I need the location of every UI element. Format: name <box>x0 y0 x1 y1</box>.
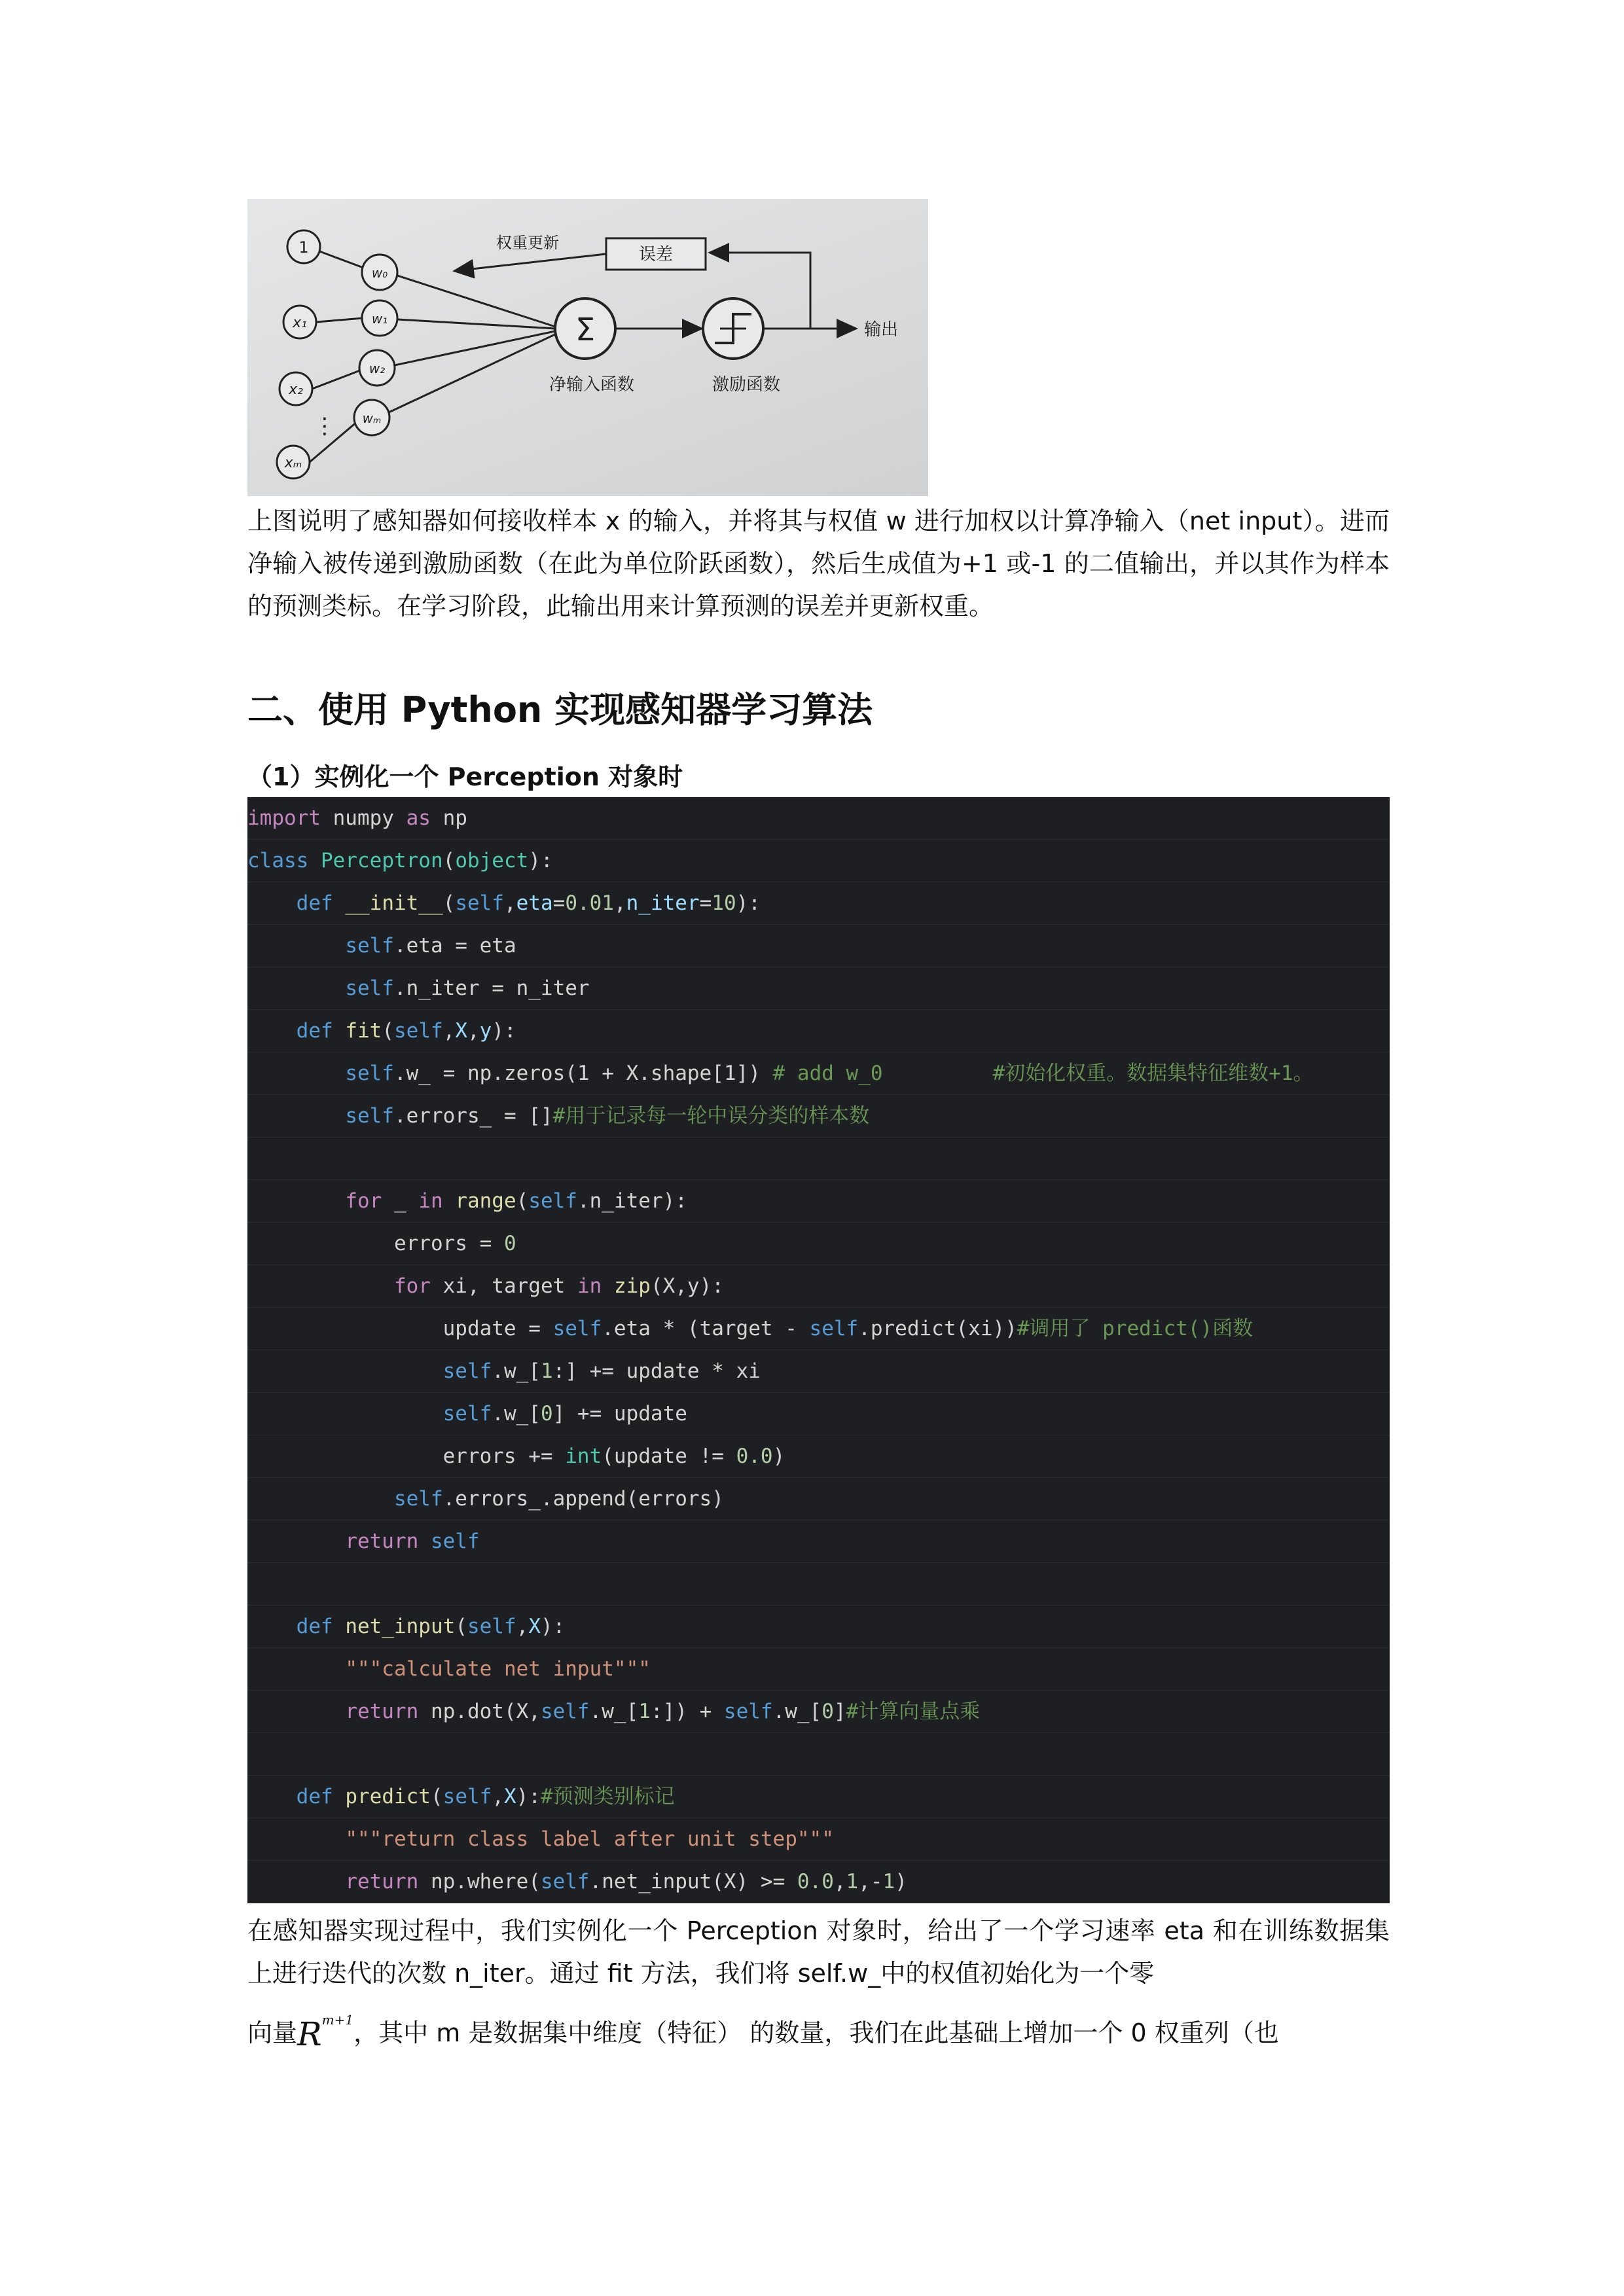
code-token: __init__ <box>345 891 443 915</box>
code-line <box>247 1605 1390 1648</box>
code-token: , <box>467 1019 480 1043</box>
code-line <box>247 1010 1390 1052</box>
code-token: """calculate net input""" <box>345 1657 651 1681</box>
error-label: 误差 <box>638 245 674 264</box>
code-token: 0.0 <box>736 1444 773 1468</box>
code-token: self <box>442 1785 492 1808</box>
code-line <box>247 1052 1390 1095</box>
input-ellipsis: ⋮ <box>314 413 336 439</box>
code-token: for <box>393 1274 431 1298</box>
code-line <box>247 1861 1390 1903</box>
code-token: #调用了 predict()函数 <box>1017 1317 1254 1340</box>
code-token <box>247 1189 345 1213</box>
code-token: errors += <box>247 1444 566 1468</box>
code-token: 1 <box>540 1359 553 1383</box>
code-token: #用于记录每一轮中误分类的样本数 <box>552 1104 870 1128</box>
code-token: .w_[ <box>492 1359 541 1383</box>
code-line <box>247 967 1390 1010</box>
code-token: ) <box>772 1444 785 1468</box>
code-token: Perceptron <box>321 849 443 872</box>
code-token: self <box>345 1062 394 1085</box>
code-token: (X,y): <box>650 1274 724 1298</box>
code-token <box>333 1615 346 1638</box>
code-line <box>247 1435 1390 1478</box>
code-token <box>247 1827 345 1851</box>
code-token: # add w_0 #初始化权重。数据集特征维数+1。 <box>772 1062 1314 1085</box>
code-token <box>247 1615 297 1638</box>
code-token: range <box>455 1189 516 1213</box>
error-box <box>606 238 706 270</box>
code-token: :]) + <box>650 1700 724 1723</box>
code-token: 1 <box>638 1700 651 1723</box>
net-input-sum-node <box>555 298 615 359</box>
code-token: #计算向量点乘 <box>846 1700 981 1723</box>
code-token: .w_[ <box>492 1402 541 1426</box>
code-token <box>247 1104 345 1128</box>
code-token: .n_iter): <box>577 1189 687 1213</box>
code-token: X <box>528 1615 541 1638</box>
code-token: = <box>699 891 712 915</box>
code-line <box>247 1308 1390 1350</box>
sum-symbol: Σ <box>575 312 596 348</box>
code-token: self <box>442 1402 492 1426</box>
code-line <box>247 882 1390 925</box>
code-token <box>247 977 345 1000</box>
input-node-x2 <box>280 372 312 405</box>
code-token: .w_[ <box>589 1700 639 1723</box>
code-token: _ <box>382 1189 419 1213</box>
code-token: self <box>467 1615 516 1638</box>
code-token: update = <box>247 1317 553 1340</box>
code-token: self <box>394 1019 443 1043</box>
code-token: ( <box>442 849 456 872</box>
code-token: ] <box>833 1700 846 1723</box>
code-token: numpy <box>320 806 406 830</box>
code-token: .errors_ = [] <box>393 1104 553 1128</box>
code-token: ): <box>528 849 553 872</box>
code-token: .eta * (target - <box>602 1317 810 1340</box>
code-token: .net_input(X) >= <box>589 1870 797 1893</box>
code-token: ,- <box>858 1870 883 1893</box>
code-line <box>247 1733 1390 1776</box>
code-token <box>247 1359 443 1383</box>
code-token: y <box>479 1019 492 1043</box>
code-line <box>247 1818 1390 1861</box>
code-token: .w_[ <box>772 1700 822 1723</box>
code-token: """return class label after unit step""" <box>345 1827 834 1851</box>
code-token <box>333 1019 346 1043</box>
code-token: ( <box>442 891 456 915</box>
weight-sum-edges <box>389 276 556 412</box>
weight-wm-label: wₘ <box>362 410 382 426</box>
weight-node-w1 <box>362 300 397 336</box>
code-token: ) <box>895 1870 907 1893</box>
code-line <box>247 1180 1390 1223</box>
weight-update-arrow <box>454 254 606 271</box>
code-token: ): <box>492 1019 516 1043</box>
code-token: ): <box>736 891 761 915</box>
code-token <box>602 1274 614 1298</box>
code-token: :] += update * xi <box>552 1359 761 1383</box>
code-token: self <box>540 1870 590 1893</box>
code-token: n_iter <box>626 891 700 915</box>
code-token: return <box>345 1700 419 1723</box>
code-line <box>247 1223 1390 1265</box>
section-heading: 二、使用 Python 实现感知器学习算法 <box>247 689 873 730</box>
code-token: ( <box>455 1615 467 1638</box>
input-xm-label: xₘ <box>284 455 302 471</box>
perceptron-diagram <box>247 199 928 496</box>
code-token: def <box>296 1785 333 1808</box>
code-token: np.dot(X, <box>418 1700 541 1723</box>
code-token <box>247 1785 297 1808</box>
weight-w1-label: w₁ <box>371 311 388 327</box>
code-line <box>247 1350 1390 1393</box>
code-token: return <box>345 1530 419 1553</box>
code-token: eta <box>516 891 553 915</box>
code-line <box>247 840 1390 882</box>
code-token: , <box>613 891 626 915</box>
code-token <box>443 1189 456 1213</box>
code-token: self <box>345 934 394 958</box>
code-line <box>247 1691 1390 1733</box>
weight-w0-label: w₀ <box>371 265 388 281</box>
code-token: self <box>345 977 394 1000</box>
code-token: self <box>345 1104 394 1128</box>
code-token: xi, target <box>430 1274 577 1298</box>
code-line <box>247 1563 1390 1605</box>
code-line <box>247 1648 1390 1691</box>
code-token: fit <box>345 1019 382 1043</box>
code-token: = <box>552 891 566 915</box>
intro-paragraph: 上图说明了感知器如何接收样本 x 的输入，并将其与权值 w 进行加权以计算净输入（net input）。进而净输入被传递到激励函数（在此为单位阶跃函数），然后生成值为+1 或-1 的二值输出，并以其作为样本的预测类标。在学习阶段，此输出用来计算预测的误差并更新权重。 <box>247 507 1390 620</box>
weight-w2-label: w₂ <box>369 361 386 376</box>
code-token: self <box>552 1317 602 1340</box>
perceptron-diagram-figure <box>247 199 928 496</box>
code-token: predict <box>345 1785 431 1808</box>
net-input-function-label: 净输入函数 <box>549 375 635 395</box>
code-token: class <box>247 849 309 872</box>
code-token: self <box>723 1700 773 1723</box>
code-token: self <box>455 891 504 915</box>
code-token: in <box>577 1274 602 1298</box>
code-token: .eta = eta <box>393 934 516 958</box>
code-token: self <box>430 1530 480 1553</box>
bottom-paragraph: 在感知器实现过程中，我们实例化一个 Perception 对象时，给出了一个学习速率 eta 和在训练数据集上进行迭代的次数 n_iter。通过 fit 方法，我们将 self.w_中的权值初始化为一个零 <box>247 1916 1390 1988</box>
code-token: 0.01 <box>565 891 614 915</box>
activation-function-label: 激励函数 <box>712 375 781 395</box>
code-line <box>247 1478 1390 1520</box>
bottom-paragraph-last-line <box>247 2004 1390 2063</box>
weight-node-w2 <box>359 350 395 386</box>
code-token <box>333 1785 346 1808</box>
code-token: net_input <box>345 1615 456 1638</box>
code-token: X <box>503 1785 516 1808</box>
code-token: def <box>296 1615 333 1638</box>
code-token: zip <box>613 1274 651 1298</box>
math-symbol-R: R <box>297 2015 322 2053</box>
code-token <box>247 1657 345 1681</box>
input-x1-label: x₁ <box>293 315 307 331</box>
code-line <box>247 1095 1390 1138</box>
code-token: def <box>296 891 333 915</box>
input-node-x1 <box>283 306 316 338</box>
code-token <box>247 1530 345 1553</box>
subsection-heading: （1）实例化一个 Perception 对象时 <box>247 762 683 791</box>
code-token: in <box>418 1189 443 1213</box>
last-line-prefix: 向量 <box>247 2018 298 2047</box>
code-token: object <box>455 849 529 872</box>
input-bias-label: 1 <box>298 238 309 257</box>
code-token: self <box>393 1487 443 1511</box>
code-token <box>247 1062 345 1085</box>
code-line <box>247 1393 1390 1435</box>
last-line-suffix: ，其中 m 是数据集中维度（特征） 的数量，我们在此基础上增加一个 0 权重列（也 <box>353 2018 1279 2047</box>
code-token: .predict(xi)) <box>858 1317 1017 1340</box>
code-token: 1 <box>882 1870 895 1893</box>
code-token: for <box>345 1189 382 1213</box>
code-token: self <box>442 1359 492 1383</box>
code-token: , <box>833 1870 846 1893</box>
code-token: np <box>430 806 467 830</box>
code-token: 0 <box>540 1402 553 1426</box>
code-token: import <box>247 806 321 830</box>
code-token <box>247 1870 345 1893</box>
code-token: .w_ = np.zeros(1 + X.shape[1]) <box>393 1062 773 1085</box>
input-node-xm <box>277 446 310 478</box>
code-line <box>247 1265 1390 1308</box>
weight-node-w0 <box>362 255 397 290</box>
code-token: 10 <box>712 891 736 915</box>
code-token <box>333 891 346 915</box>
code-token: , <box>442 1019 456 1043</box>
code-token: as <box>406 806 431 830</box>
code-token: 0 <box>821 1700 834 1723</box>
code-token: self <box>809 1317 859 1340</box>
code-line <box>247 1776 1390 1818</box>
code-token <box>308 849 321 872</box>
code-token: , <box>492 1785 504 1808</box>
code-token: #预测类别标记 <box>540 1785 675 1808</box>
weight-update-label: 权重更新 <box>496 234 559 252</box>
code-token <box>247 1487 394 1511</box>
code-token: def <box>296 1019 333 1043</box>
input-x2-label: x₂ <box>289 382 303 398</box>
code-token: errors = <box>247 1232 504 1255</box>
code-token: self <box>528 1189 577 1213</box>
code-token: return <box>345 1870 419 1893</box>
code-block <box>247 797 1390 1903</box>
weight-node-wm <box>354 400 389 435</box>
math-superscript: m+1 <box>321 2012 354 2028</box>
code-token: int <box>565 1444 602 1468</box>
code-token <box>247 891 297 915</box>
code-line <box>247 797 1390 840</box>
code-token: np.where( <box>418 1870 541 1893</box>
code-token: ( <box>516 1189 529 1213</box>
activation-function-node <box>703 298 763 359</box>
code-line <box>247 1138 1390 1180</box>
code-token: 0 <box>503 1232 516 1255</box>
code-token <box>247 1402 443 1426</box>
code-token: , <box>503 891 516 915</box>
code-token: ): <box>540 1615 566 1638</box>
code-token: X <box>455 1019 467 1043</box>
input-node-bias <box>287 230 320 263</box>
code-token: 0.0 <box>797 1870 834 1893</box>
code-token: .errors_.append(errors) <box>442 1487 724 1511</box>
code-token: 1 <box>846 1870 859 1893</box>
output-label: 输出 <box>864 320 899 340</box>
code-token: .n_iter = n_iter <box>393 977 590 1000</box>
code-token <box>247 1019 297 1043</box>
code-token: (update != <box>602 1444 736 1468</box>
code-token <box>418 1530 431 1553</box>
code-line <box>247 1520 1390 1563</box>
code-token: ( <box>382 1019 394 1043</box>
code-token: , <box>516 1615 529 1638</box>
code-token: self <box>540 1700 590 1723</box>
code-token <box>247 934 345 958</box>
code-line <box>247 925 1390 967</box>
code-token: ( <box>430 1785 443 1808</box>
code-token <box>247 1274 394 1298</box>
code-token: ] += update <box>552 1402 687 1426</box>
code-token: ): <box>516 1785 541 1808</box>
code-token <box>247 1700 345 1723</box>
